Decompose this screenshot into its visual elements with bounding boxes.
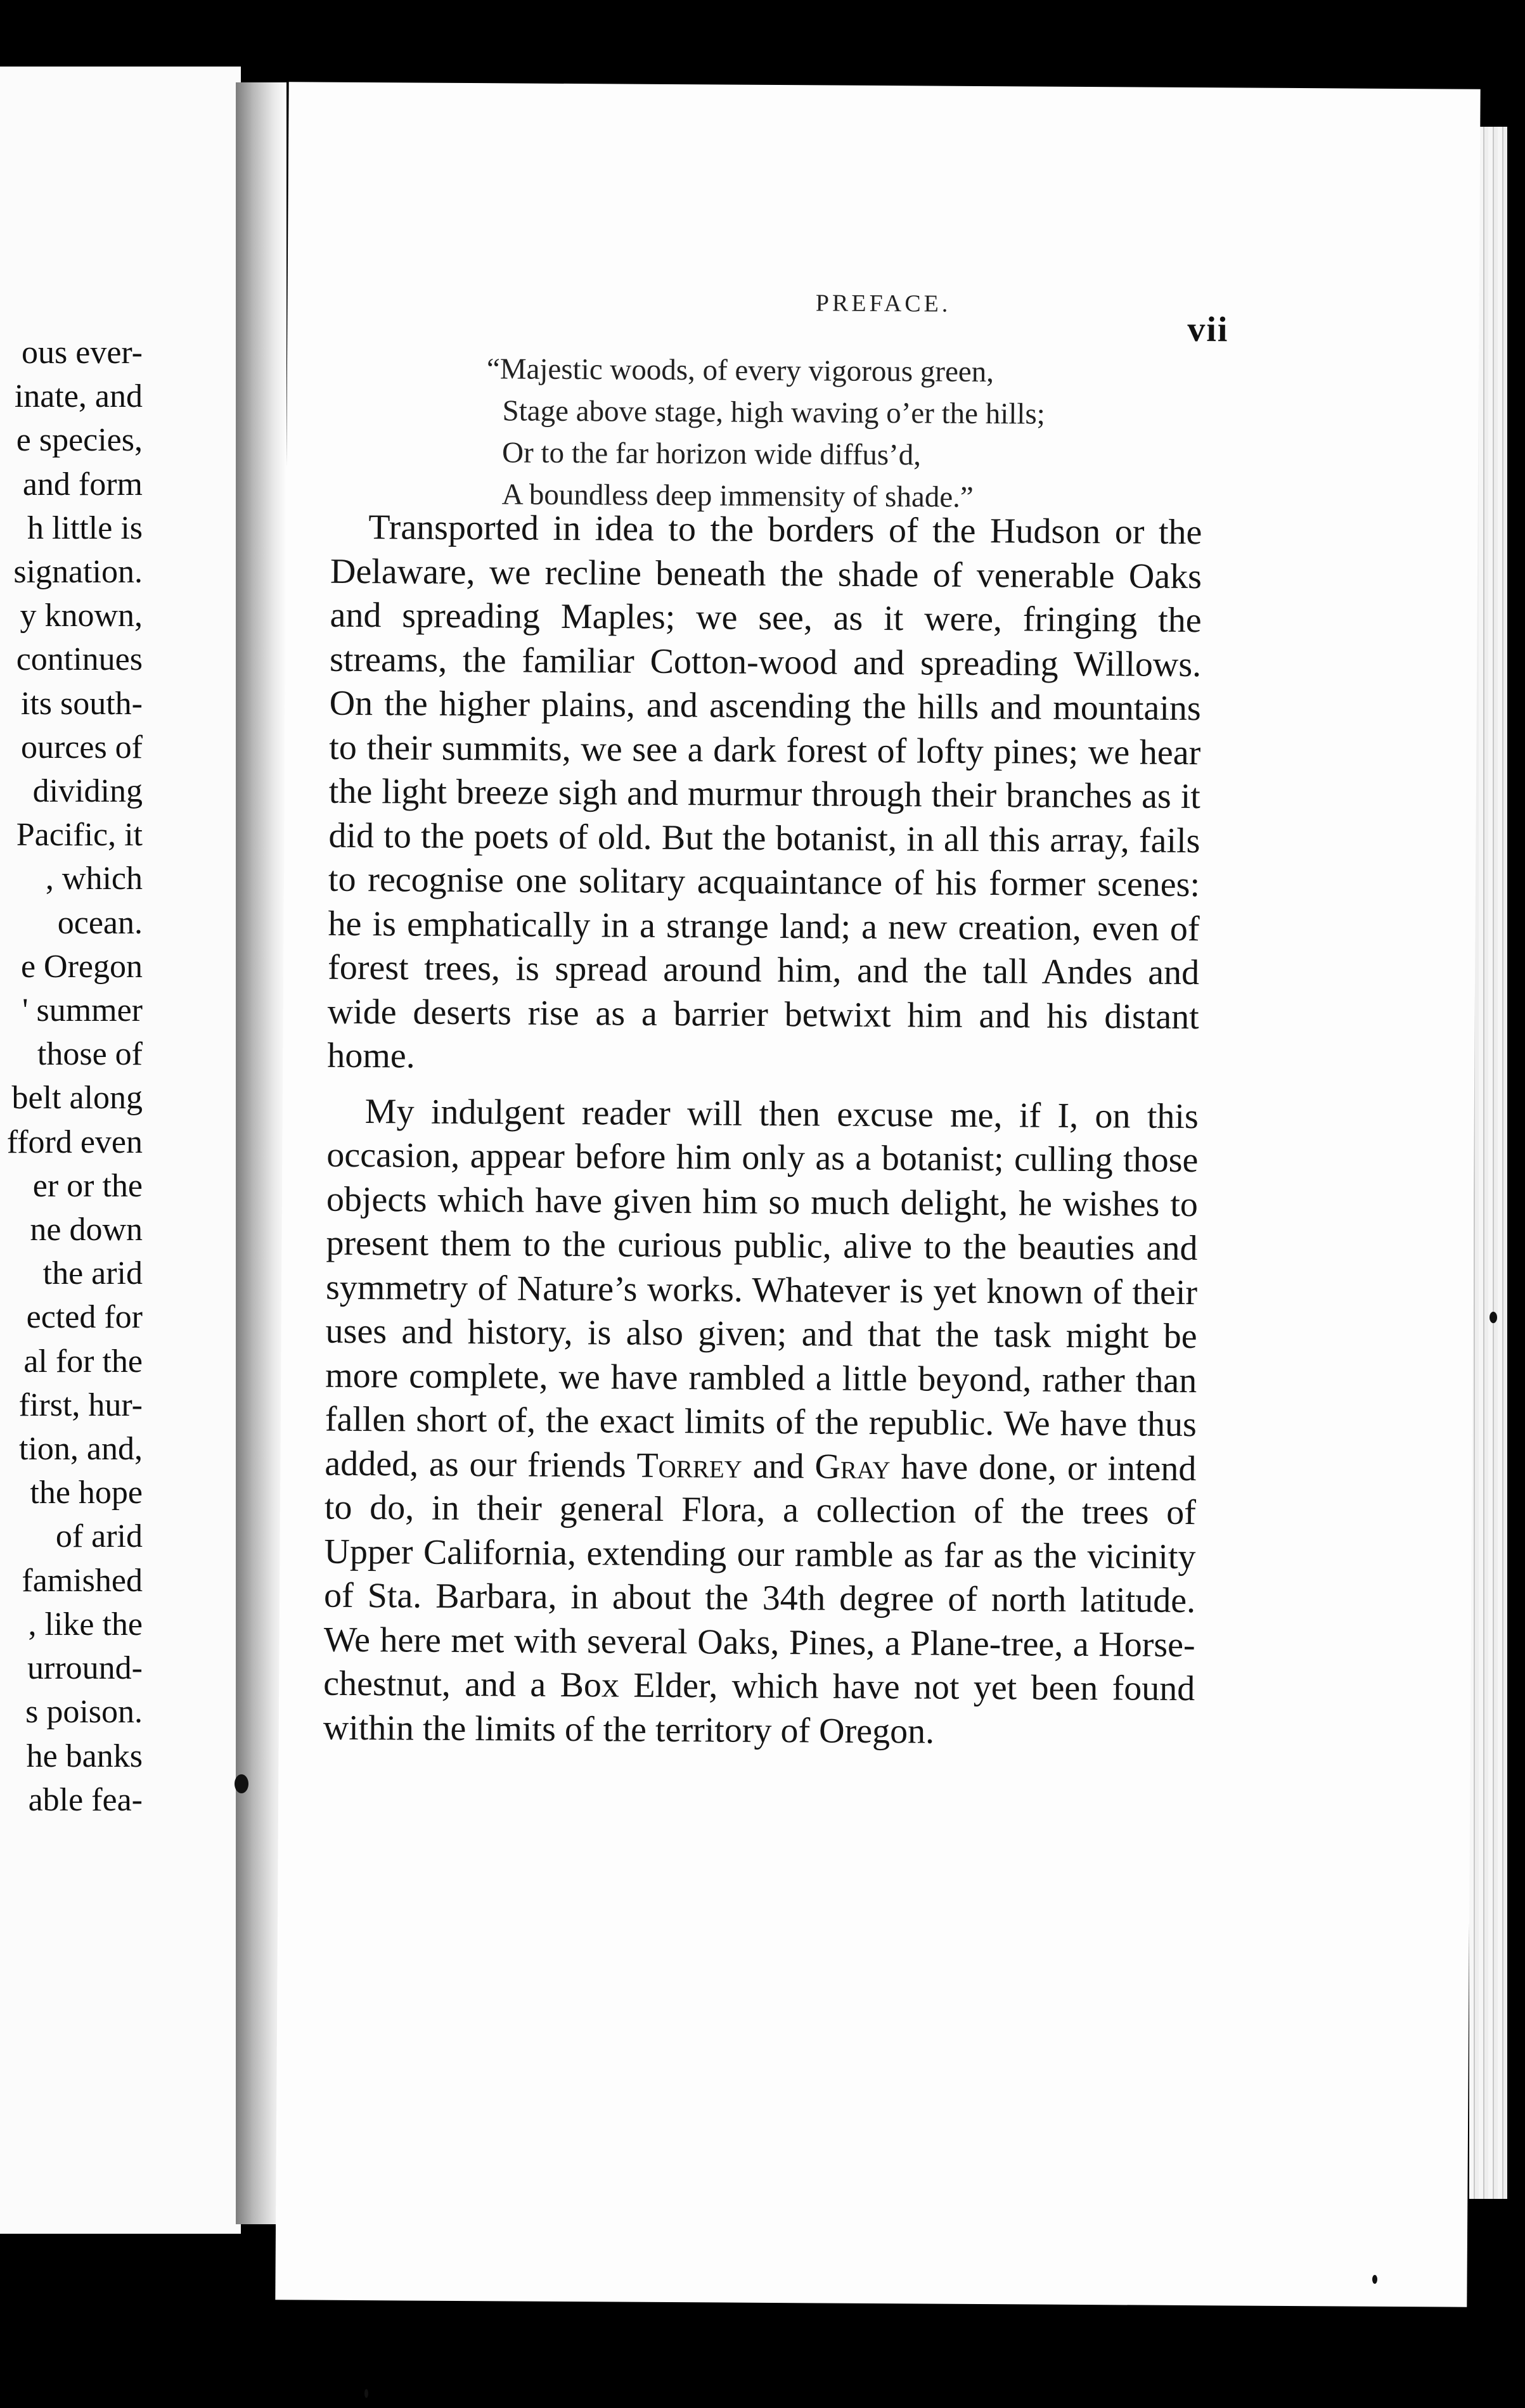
left-page-line: al for the [23,1343,143,1380]
left-page-line: tion, and, [19,1431,143,1468]
name-torrey: Torrey [636,1445,743,1486]
paragraph-text: have done, or intend to do, in their general Flora, a collection of the trees of Upper California, extending our ramble as far as the vicinity of Sta. Barbara, in about the 34th degree of north latitude. We here met with several Oaks, Pines, a Plane-tree, a Horse-chestnut, and a Box Elder, which have not yet been found within the limits of the territory of Oregon. [323,1447,1197,1752]
paragraph-text: and [752,1446,804,1486]
left-page-line: of arid [55,1518,143,1555]
ink-speck [1372,2275,1377,2284]
left-page-line: e Oregon [20,948,143,985]
left-page-line: ' summer [22,992,143,1029]
left-page-line: famished [22,1562,143,1599]
left-page-line: ected for [26,1299,143,1336]
left-page-text-fragments [0,331,143,1822]
left-page-line: those of [37,1036,143,1073]
left-facing-page [0,67,241,2234]
left-page-line: belt along [11,1080,143,1117]
paragraph-indulgent-reader [323,1089,1199,1755]
left-page-line: s poison. [25,1694,143,1731]
left-page-line: continues [16,641,143,678]
left-page-line: first, hur- [18,1387,143,1423]
left-page-line: the arid [42,1255,143,1292]
left-page-line: fford even [6,1124,143,1160]
left-page-line: dividing [32,773,143,810]
left-page-line: the hope [30,1475,143,1511]
verse-line: Stage above stage, high waving o’er the hills; [502,394,1045,431]
left-page-line: ources of [20,729,143,765]
left-page-line: inate, and [14,378,143,415]
left-page-line: urround- [27,1650,143,1687]
right-page [275,82,1480,2307]
left-page-line: signation. [13,554,143,591]
left-page-line: er or the [32,1167,143,1204]
left-page-line: , which [45,861,143,897]
left-page-line: its south- [20,685,143,722]
ink-speck [1490,1312,1497,1323]
left-page-line: ne down [30,1212,143,1248]
left-page-line: ocean. [57,904,143,941]
paragraph-transported: Transported in idea to the borders of the Hudson or the Delaware, we recline beneath the shade of venerable Oaks and spreading Maples; we see, as it were, fringing the streams, the familiar Cotton-wood and spreading Willows. On the higher plains, and ascending the hills and mountains to their summits, we see a dark forest of lofty pines; we hear the light breeze sigh and murmur through their branches as it did to the poets of old. But the botanist, in all this array, fails to recognise one solitary acquaintance of his former scenes: he is emphatically in a strange land; a new creation, even of forest trees, is spread around him, and the tall Andes and wide deserts rise as a barrier betwixt him and his distant home. [327,508,1202,1076]
verse-line: Or to the far horizon wide diffus’d, [501,436,922,472]
left-page-line: Pacific, it [16,817,143,854]
left-page-line: y known, [20,598,143,634]
verse-line: “Majestic woods, of every vigorous green, [486,352,994,389]
left-page-line: he banks [26,1738,143,1774]
ink-speck [235,1774,248,1793]
verse-line: A boundless deep immensity of shade.” [501,478,974,514]
ink-speck [364,2389,368,2398]
running-head: PREFACE. [815,290,951,317]
page-number: vii [1187,309,1229,350]
left-page-line: h little is [27,509,143,546]
left-page-line: e species, [16,422,143,459]
left-page-line: , like the [28,1606,143,1643]
left-page-line: able fea- [28,1781,143,1818]
name-gray: Gray [814,1446,891,1487]
verse-epigraph [486,348,1248,520]
preface-body [323,506,1202,1755]
left-page-line: ous ever- [22,335,143,371]
paragraph-text: My indulgent reader will then excuse me, if I, on this occasion, appear before him only as a botanist; culling those objects which have given him so much delight, he wishes to present them to the curious public, alive to the beauties and symmetry of Nature’s works. Whatever is yet known of their uses and history, is also given; and that the task might be more complete, we have rambled a little beyond, rather than fallen short of, the exact limits of the republic. We have thus added, as our friends [325,1091,1199,1485]
left-page-line: and form [22,466,143,503]
